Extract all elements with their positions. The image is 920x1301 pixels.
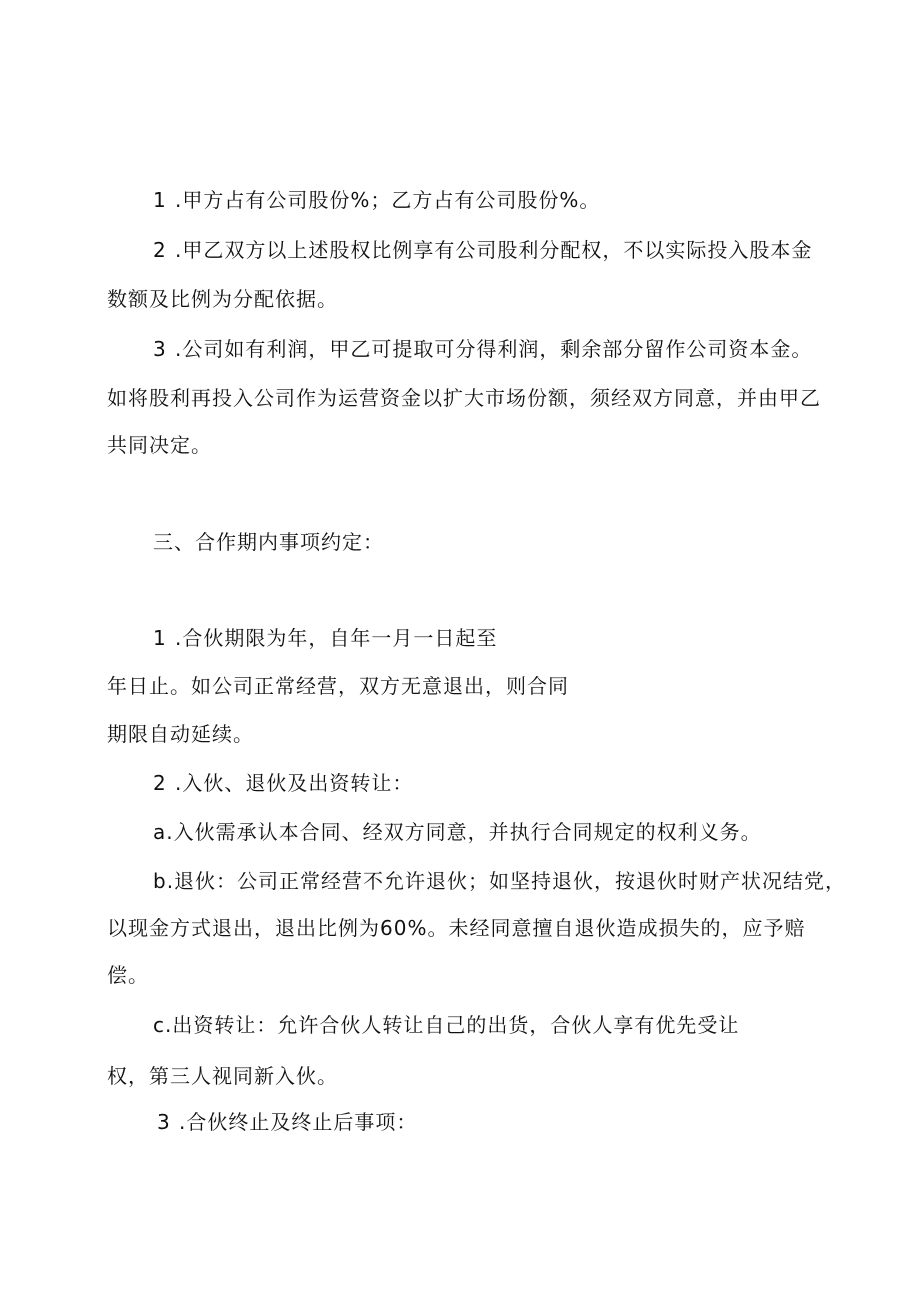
item-number: 2 bbox=[153, 238, 167, 262]
clause-2-item-3-continuation-2: 共同决定。 bbox=[107, 433, 212, 457]
clause-3-item-2-b: b.退伙：公司正常经营不允许退伙；如坚持退伙，按退伙时财产状况结党， bbox=[153, 869, 847, 893]
clause-3-item-1-continuation-2: 期限自动延续。 bbox=[107, 722, 254, 746]
item-text: .甲乙双方以上述股权比例享有公司股利分配权，不以实际投入股本金 bbox=[175, 238, 813, 262]
clause-3-item-2-a: a.入伙需承认本合同、经双方同意，并执行合同规定的权利义务。 bbox=[153, 820, 762, 844]
clause-2-item-2 bbox=[153, 238, 812, 262]
item-number: 1 bbox=[153, 188, 167, 212]
item-number: 3 bbox=[157, 1110, 171, 1134]
clause-3-item-2 bbox=[153, 771, 413, 795]
section-3-heading: 三、合作期内事项约定： bbox=[153, 530, 384, 554]
clause-3-item-3 bbox=[157, 1110, 417, 1134]
clause-2-item-1 bbox=[153, 188, 600, 212]
clause-3-item-2-b-continuation-1: 以现金方式退出，退出比例为60%。未经同意擅自退伙造成损失的，应予赔 bbox=[107, 916, 806, 940]
clause-3-item-1-continuation-1: 年日止。如公司正常经营，双方无意退出，则合同 bbox=[107, 674, 569, 698]
clause-3-item-2-c-continuation: 权，第三人视同新入伙。 bbox=[107, 1064, 338, 1088]
item-number: 2 bbox=[153, 771, 167, 795]
item-text: .合伙终止及终止后事项： bbox=[179, 1110, 418, 1134]
item-number: 1 bbox=[153, 626, 167, 650]
item-number: 3 bbox=[153, 337, 167, 361]
item-text: .入伙、退伙及出资转让： bbox=[175, 771, 414, 795]
clause-3-item-2-c: c.出资转让：允许合伙人转让自己的出货，合伙人享有优先受让 bbox=[153, 1013, 740, 1037]
clause-2-item-2-continuation: 数额及比例为分配依据。 bbox=[107, 287, 338, 311]
item-text: .合伙期限为年，自年一月一日起至 bbox=[175, 626, 498, 650]
clause-2-item-3-continuation-1: 如将股利再投入公司作为运营资金以扩大市场份额，须经双方同意，并由甲乙 bbox=[107, 386, 821, 410]
clause-3-item-2-b-continuation-2: 偿。 bbox=[107, 963, 149, 987]
item-text: .公司如有利润，甲乙可提取可分得利润，剩余部分留作公司资本金。 bbox=[175, 337, 813, 361]
clause-2-item-3 bbox=[153, 337, 812, 361]
clause-3-item-1 bbox=[153, 626, 497, 650]
item-text: .甲方占有公司股份%；乙方占有公司股份%。 bbox=[175, 188, 601, 212]
